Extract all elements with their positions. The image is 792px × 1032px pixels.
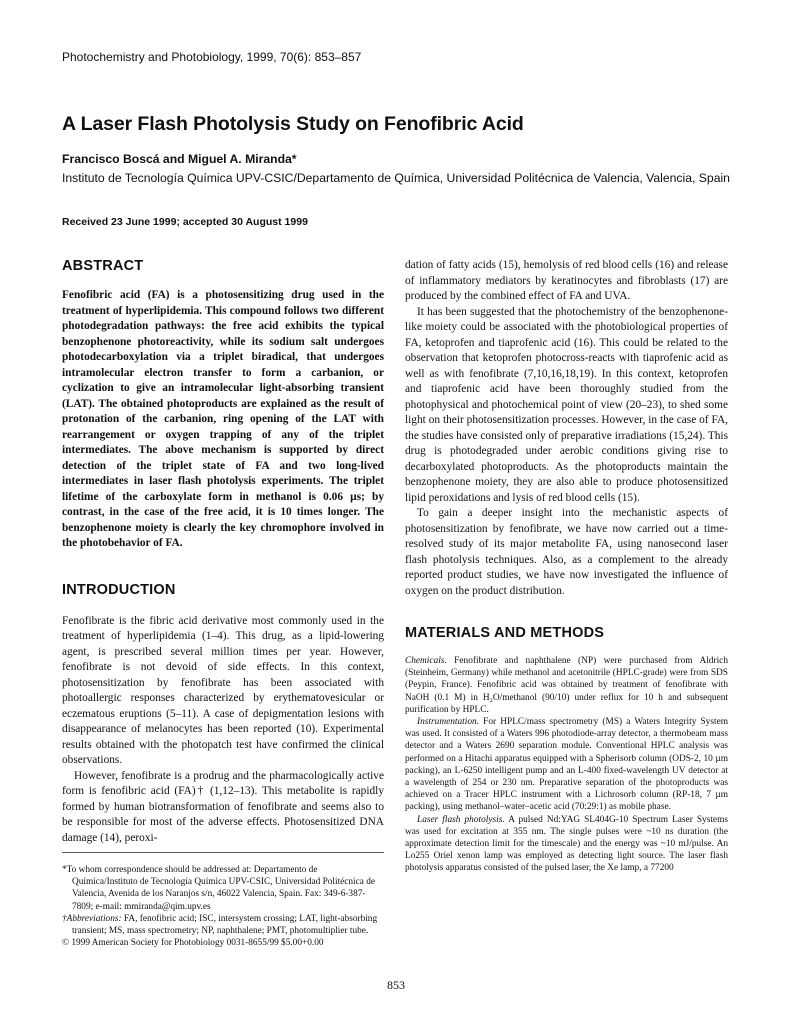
footnote-divider [62, 852, 384, 853]
left-column [62, 258, 384, 846]
introduction-continued [405, 258, 728, 599]
instrumentation-label: Instrumentation. [417, 717, 480, 728]
intro-paragraph-4: It has been suggested that the photochemistry of the benzophenone-like moiety could be associated with the photobiological properties of FA, ketoprofen and tiaprofenic acid (16). This could be related to the observation that ketoprofen photocross-reacts with tiaprofenic acid as well as with fenofibrate (7,10,16,18,19). In this context, ketoprofen and tiaprofenic acid have been thoroughly studied from the photophysical and photochemical point of view (20–23), to shed some light on their photosensitization processes. However, in the case of FA, the studies have consisted only of preparative irradiations (15,24). This drug is photodegraded under aerobic conditions giving rise to decarboxylated photoproducts. As the photoproducts maintain the benzophenone moiety, they are also able to produce photosensitized lipid peroxidations and lysis of red blood cells (15). [405, 305, 728, 504]
footnote-correspondence: *To whom correspondence should be addressed at: Departamento de Química/Instituto de Tecnología Química UPV-CSIC, Universidad Politécnica de Valencia, Avenida de los Naranjos s/n, 46022 Valencia, Spain. Fax: 349-6-387-7809; e-mail: mmiranda@qim.upv.es [62, 865, 375, 912]
abstract-heading: ABSTRACT [62, 258, 144, 274]
footnote-abbreviations [62, 913, 384, 937]
chemicals-text: Fenofibrate and naphthalene (NP) were purchased from Aldrich (Steinheim, Germany) while methanol and acetonitrile (HPLC-grade) were from SDS (Peypin, France). Fenofibric acid was obtained by treatment of fenofibrate with NaOH (0.1 M) in H₂O/methanol (90/10) under reflux for 10 h and subsequent purification by HPLC. [405, 656, 728, 715]
laser-flash-label: Laser flash photolysis. [417, 814, 505, 825]
abbreviations-label: †Abbreviations: [62, 913, 122, 924]
methods-instrumentation [405, 716, 728, 814]
intro-paragraph-1: Fenofibrate is the fibric acid derivative most commonly used in the treatment of hyperlipidemia (1–4). This drug, as a lipid-lowering agent, is prescribed several million times per year. However, fenofibrate is not devoid of side effects. In this context, photosensitization by fenofibrate has been associated with photoallergic responses characterized by erythematovesicular or eczematous eruptions (5–11). A case of depigmentation lesions with disappearance of melanocytes has been reported (10). Experimental results obtained with the photopatch test have confirmed the clinical observations. [62, 614, 384, 766]
copyright-line: © 1999 American Society for Photobiology 0031-8655/99 $5.00+0.00 [62, 938, 324, 949]
journal-citation: Photochemistry and Photobiology, 1999, 70(6): 853–857 [62, 50, 362, 64]
intro-paragraph-5: To gain a deeper insight into the mechanistic aspects of photosensitization by fenofibrate, we have now carried out a time-resolved study of its major metabolite FA, using nanosecond laser flash photolysis techniques. Also, as a complement to the already reported product studies, we have now investigated the influence of oxygen on the product distribution. [405, 507, 728, 597]
laser-flash-text: A pulsed Nd:YAG SL404G-10 Spectrum Laser Systems was used for excitation at 355 nm. The single pulses were ~10 ns duration (the approximate detection limit for the timescale) and the energy was ~10 mJ/pulse. An Lo255 Oriel xenon lamp was employed as detecting light source. The laser flash photolysis apparatus consisted of the pulsed laser, the Xe lamp, a 77200 [405, 814, 728, 874]
methods-chemicals [405, 655, 728, 716]
methods-laser-flash [405, 814, 728, 875]
methods-heading: MATERIALS AND METHODS [405, 625, 605, 641]
intro-paragraph-2: However, fenofibrate is a prodrug and the pharmacologically active form is fenofibric acid (FA)† (1,12–13). This metabolite is rapidly formed by human biotransformation of fenofibrate and seems also to be responsible for most of the adverse effects. Photosensitized DNA damage (14), peroxi- [62, 769, 384, 844]
chemicals-label: Chemicals. [405, 656, 447, 666]
article-authors: Francisco Boscá and Miguel A. Miranda* [62, 152, 297, 166]
introduction-section [62, 582, 384, 847]
footnotes [62, 864, 384, 949]
instrumentation-text: For HPLC/mass spectrometry (MS) a Waters Integrity System was used. It consisted of a Waters 996 photodiode-array detector, a thermobeam mass detector and a Waters 2690 separation module. Conventional HPLC analysis was performed on a Hitachi apparatus equipped with a Spherisorb column (ODS-2, 10 µm packing), an L-6250 intelligent pump and an L-400 fixed-wavelength UV detector at a wavelength of 254 or 230 nm. Preparative separation of the photoproducts was achieved on a Tracer HPLC instrument with a Lichrosorb column (RP-18, 7 µm packing), using methanol–water–acetic acid (70:29:1) as mobile phase. [405, 717, 728, 813]
abbreviations-text: FA, fenofibric acid; ISC, intersystem crossing; LAT, light-absorbing transient; MS, mass spectrometry; NP, naphthalene; PMT, photomultiplier tube. [72, 913, 378, 937]
abstract-text: Fenofibric acid (FA) is a photosensitizing drug used in the treatment of hyperlipidemia. This compound follows two different photodegradation pathways: the free acid exhibits the typical benzophenone photoreactivity, while its sodium salt undergoes photodecarboxylation via a triplet biradical, that undergoes intramolecular electron transfer to form a carbanion, or cyclization to give an intramolecular light-absorbing transient (LAT). The obtained photoproducts are explained as the result of protonation of the carbanion, ring opening of the LAT with rearrangement or oxygen trapping of any of the triplet intermediates. The above mechanism is supported by direct detection of the triplet state of FA and two long-lived intermediates in laser flash photolysis experiments. The triplet lifetime of the carboxylate form in methanol is 0.06 µs; by contrast, in the case of the free acid, it is 10 times longer. The benzophenone moiety is clearly the key chromophore involved in the photobehavior of FA. [62, 289, 384, 549]
intro-paragraph-3: dation of fatty acids (15), hemolysis of red blood cells (16) and release of inflammatory mediators by keratinocytes and fibroblasts (17) are produced by the combined effect of FA and UVA. [405, 259, 728, 302]
methods-section [405, 625, 728, 875]
received-dates: Received 23 June 1999; accepted 30 August 1999 [62, 216, 308, 228]
introduction-heading: INTRODUCTION [62, 581, 176, 598]
page-number: 853 [387, 978, 405, 992]
abstract-section [62, 258, 384, 552]
author-affiliation: Instituto de Tecnología Química UPV-CSIC/Departamento de Química, Universidad Politécnica de Valencia, Valencia, Spain [62, 171, 730, 185]
article-title: A Laser Flash Photolysis Study on Fenofibric Acid [62, 113, 524, 135]
right-column [405, 258, 728, 875]
